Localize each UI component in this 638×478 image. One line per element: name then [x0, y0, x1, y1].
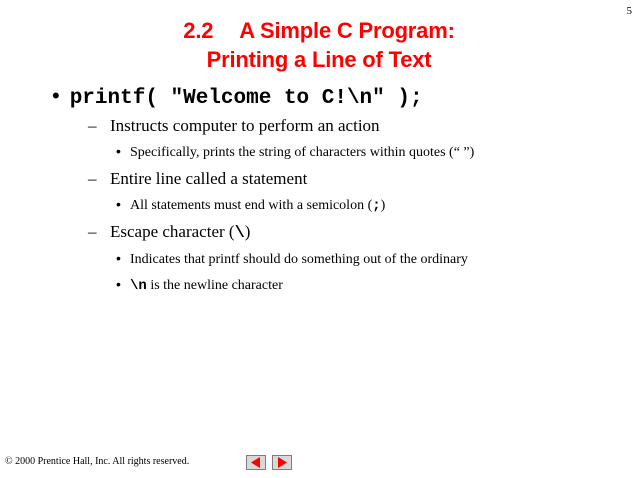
- copyright-footer: © 2000 Prentice Hall, Inc. All rights reserved.: [5, 456, 190, 467]
- bullet-marker: •: [116, 276, 121, 292]
- point-2: [88, 169, 307, 189]
- previous-slide-button[interactable]: [246, 455, 266, 470]
- section-number: 2.2: [183, 18, 214, 43]
- point-3-sub-2-text: is the newline character: [146, 278, 283, 293]
- bullet-marker: •: [116, 196, 121, 212]
- bullet-marker: •: [52, 83, 60, 108]
- point-2-sub: [116, 196, 385, 214]
- point-3: [88, 222, 250, 243]
- slide-title: [0, 16, 638, 74]
- dash-marker: –: [88, 169, 97, 188]
- title-text-1: A Simple C Program:: [239, 18, 455, 43]
- title-line-2: Printing a Line of Text: [206, 47, 432, 72]
- point-3-sub-1: [116, 250, 468, 268]
- newline-code: \n: [130, 278, 147, 294]
- point-3-sub-2: [116, 276, 283, 294]
- point-1-sub: [116, 143, 474, 161]
- semicolon-code: ;: [372, 198, 381, 214]
- left-arrow-icon: [247, 456, 265, 469]
- dash-marker: –: [88, 116, 97, 135]
- point-3-suffix: ): [244, 222, 251, 241]
- point-3-sub-1-text: Indicates that printf should do something out of the ordinary: [130, 252, 468, 267]
- next-slide-button[interactable]: [272, 455, 292, 470]
- point-2-sub-suffix: ): [380, 198, 386, 213]
- point-1-text: Instructs computer to perform an action: [110, 116, 380, 135]
- page-number: 5: [626, 5, 632, 17]
- right-arrow-icon: [273, 456, 291, 469]
- bullet-marker: •: [116, 143, 121, 159]
- dash-marker: –: [88, 222, 97, 241]
- point-1: [88, 116, 380, 136]
- point-3-prefix: Escape character (: [110, 222, 235, 241]
- point-2-text: Entire line called a statement: [110, 169, 308, 188]
- point-1-sub-text: Specifically, prints the string of characters within quotes (“ ”): [130, 145, 475, 160]
- bullet-marker: •: [116, 250, 121, 266]
- main-bullet: [52, 82, 423, 113]
- backslash-code: \: [234, 224, 245, 243]
- printf-code: printf( "Welcome to C!\n" );: [69, 87, 423, 110]
- title-line-1: [0, 16, 638, 45]
- point-2-sub-prefix: All statements must end with a semicolon (: [130, 198, 373, 213]
